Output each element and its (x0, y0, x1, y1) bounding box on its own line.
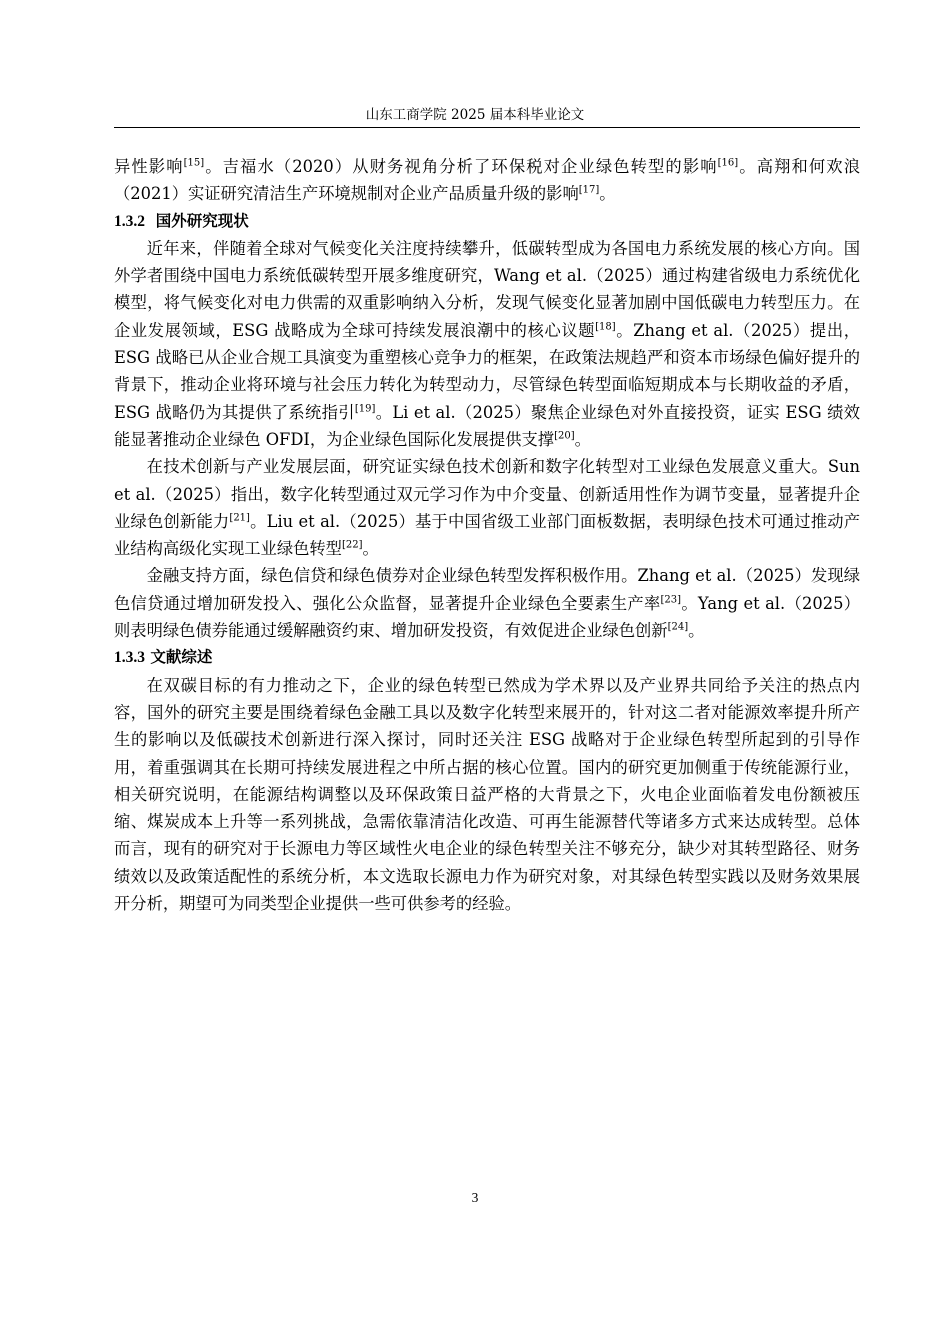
page-number: 3 (471, 1190, 479, 1205)
text-span: 。高翔和何欢浪（2021）实证研究清洁生产环境规制对企业产品质量升级的影响 (114, 157, 860, 204)
citation: [18] (595, 321, 616, 333)
section-number: 1.3.3 (114, 649, 145, 667)
running-header: 山东工商学院 2025 届本科毕业论文 (365, 107, 585, 123)
citation: [17] (578, 184, 600, 196)
text-span: 在双碳目标的有力推动之下，企业的绿色转型已然成为学术界以及产业界共同给予关注的热点内容，国外的研究主要是围绕着绿色金融工具以及数字化转型来展开的，针对这二者对能源效率提升所产生的影响以及低碳技术创新进行深入探讨，同时还关注 ESG 战略对于企业绿色转型所起到的引导作用，着重强调其在长期可持续发展进程之中所占据的核心位置。国内的研究更加侧重于传统能源行业，相关研究说明，在能源结构调整以及环保政策日益严格的大背景之下，火电企业面临着发电份额被压缩、煤炭成本上升等一系列挑战，急需依靠清洁化改造、可再生能源替代等诸多方式来达成转型。总体而言，现有的研究对于长源电力等区域性火电企业的绿色转型关注不够充分，缺少对其转型路径、财务绩效以及政策适配性的系统分析，本文选取长源电力作为研究对象，对其绿色转型实践以及财务效果展开分析，期望可为同类型企业提供一些可供参考的经验。 (114, 675, 860, 914)
text-span: 。 (599, 184, 616, 204)
text-span: 在技术创新与产业发展层面，研究证实绿色技术创新和数字化转型对工业绿色发展意义重大。Sun et al.（2025）指出，数字化转型通过双元学习作为中介变量、创新适用性作为调节变量，显著提升企业绿色创新能力 (114, 457, 860, 531)
section-title: 文献综述 (150, 648, 213, 667)
citation: [24] (667, 621, 689, 633)
section-heading-1-3-2 (114, 208, 860, 235)
text-span: 。吉福水（2020）从财务视角分析了环保税对企业绿色转型的影响 (204, 157, 718, 176)
citation: [23] (660, 594, 682, 606)
text-span: 。Liu et al.（2025）基于中国省级工业部门面板数据，表明绿色技术可通过推动产业结构高级化实现工业绿色转型 (114, 511, 860, 559)
header-rule (114, 127, 860, 128)
paragraph (114, 672, 860, 918)
section-heading-1-3-3 (114, 644, 860, 671)
text-span: 金融支持方面，绿色信贷和绿色债券对企业绿色转型发挥积极作用。Zhang et al.（2025）发现绿色信贷通过增加研发投入、强化公众监督，显著提升企业绿色全要素生产率 (114, 566, 860, 613)
text-span: 。 (574, 429, 591, 449)
citation: [15] (183, 157, 205, 169)
citation: [16] (717, 157, 739, 169)
text-span: 。Yang et al.（2025）则表明绿色债券能通过缓解融资约束、增加研发投资，有效促进企业绿色创新 (114, 593, 860, 641)
text-span: 。Li et al.（2025）聚焦企业绿色对外直接投资，证实 ESG 绩效能显著推动企业绿色 OFDI，为企业绿色国际化发展提供支撑 (114, 402, 860, 449)
body-text (114, 153, 860, 917)
paragraph-continued (114, 153, 860, 208)
section-number: 1.3.2 (114, 212, 145, 230)
citation: [19] (354, 403, 376, 415)
text-span: 近年来，伴随着全球对气候变化关注度持续攀升，低碳转型成为各国电力系统发展的核心方向。国外学者围绕中国电力系统低碳转型开展多维度研究，Wang et al.（2025）通过构建省级电力系统优化模型，将气候变化对电力供需的双重影响纳入分析，发现气候变化显著加剧中国低碳电力转型压力。在企业发展领域，ESG 战略成为全球可持续发展浪潮中的核心议题 (114, 238, 860, 340)
citation: [21] (229, 512, 250, 524)
paragraph (114, 562, 860, 644)
text-span: 。 (362, 539, 379, 559)
paragraph (114, 453, 860, 562)
text-span: 。 (688, 621, 705, 641)
citation: [22] (341, 539, 363, 551)
section-title: 国外研究现状 (155, 211, 249, 230)
citation: [20] (554, 430, 575, 442)
paragraph (114, 235, 860, 453)
text-span: 。Zhang et al.（2025）提出，ESG 战略已从企业合规工具演变为重塑核心竞争力的框架，在政策法规趋严和资本市场绿色偏好提升的背景下，推动企业将环境与社会压力转化为转型动力，尽管绿色转型面临短期成本与长期收益的矛盾，ESG 战略仍为其提供了系统指引 (114, 320, 860, 422)
text-span: 异性影响 (114, 157, 184, 176)
